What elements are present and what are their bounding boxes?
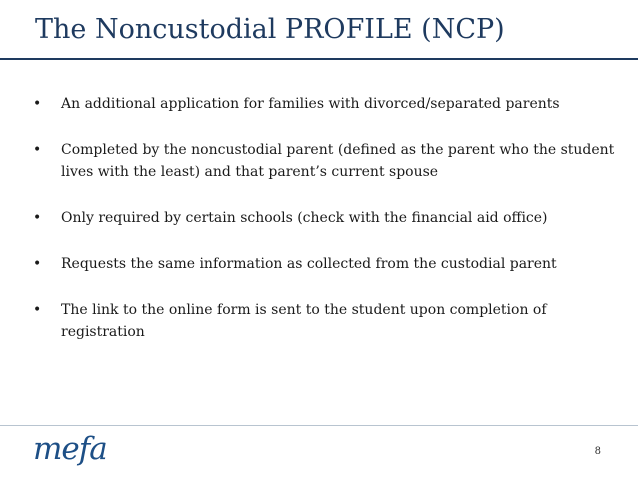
list-item [31, 93, 616, 115]
slide-title: The Noncustodial PROFILE (NCP) [35, 14, 505, 45]
bullet-text: Requests the same information as collected from the custodial parent [61, 256, 557, 272]
bullet-icon: • [33, 96, 42, 112]
bullet-text: The link to the online form is sent to the student upon completion of registration [61, 302, 547, 340]
list-item [31, 139, 616, 183]
list-item [31, 253, 616, 275]
bullet-list [31, 93, 616, 367]
footer-divider [0, 425, 638, 426]
bullet-icon: • [33, 256, 42, 272]
bullet-icon: • [33, 142, 42, 158]
list-item [31, 299, 616, 343]
bullet-icon: • [33, 302, 42, 318]
page-number: 8 [594, 446, 601, 457]
mefa-logo: mefa [33, 431, 107, 467]
title-divider [0, 58, 638, 60]
bullet-text: An additional application for families with divorced/separated parents [61, 96, 560, 112]
bullet-text: Completed by the noncustodial parent (defined as the parent who the student lives with the least) and that parent’s current spouse [61, 142, 615, 180]
bullet-icon: • [33, 210, 42, 226]
bullet-text: Only required by certain schools (check with the financial aid office) [61, 210, 548, 226]
list-item [31, 207, 616, 229]
